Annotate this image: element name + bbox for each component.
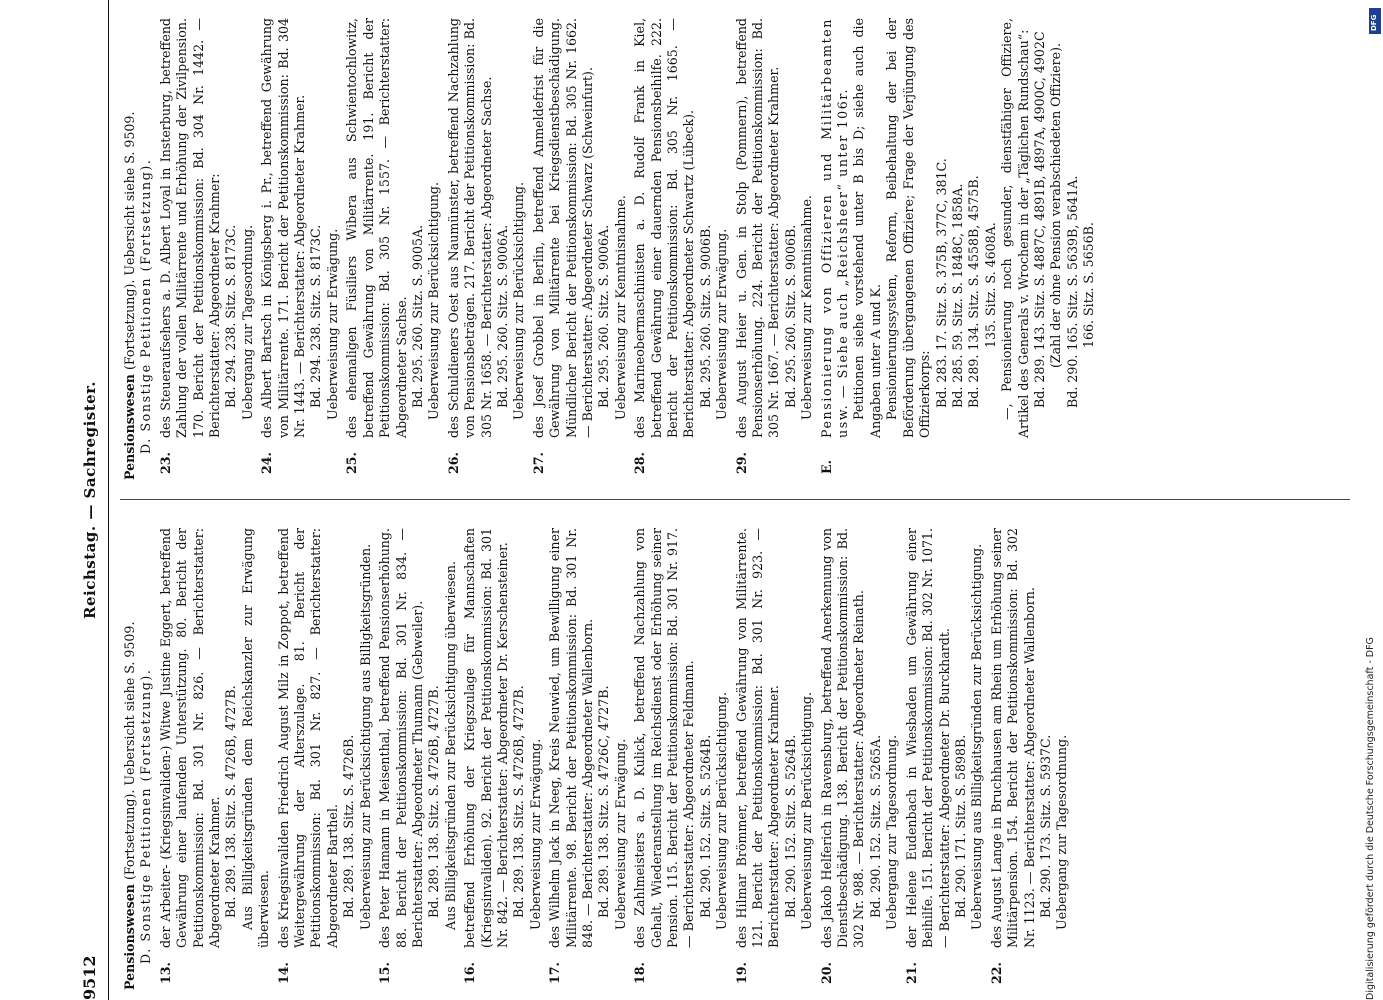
entry-resolution: Ueberweisung zur Kenntnisnahme. — [799, 195, 815, 420]
entry-number: 28. — [632, 452, 648, 474]
ref-note: (Zahl der ohne Pension verabschiedeten Offiziere). — [1048, 43, 1064, 368]
ref-line: 166. Sitz. S. 5656B. — [1081, 222, 1097, 348]
entry-number: 19. — [733, 962, 749, 984]
rotated-page — [80, 0, 1380, 1000]
entry-resolution: Ueberweisung zur Berücksichtigung. — [426, 182, 442, 420]
entry-item — [531, 18, 629, 480]
digitization-note — [1350, 0, 1380, 1000]
entry-text: des Schuldieners Oest aus Naumünster, betreffend Nachzahlung von Pensionsbeträgen. 217. Bericht der Petitionskommission: Bd. 305 Nr. 1658. — Berichterstatter: Abgeordneter Sachse. — [445, 18, 494, 438]
entry-item — [989, 528, 1071, 990]
entry-resolution: Ueberweisung zur Berücksichtigung. — [511, 182, 527, 420]
entry-text: des Kriegsinvaliden Friedrich August Milz in Zoppot, betreffend Weitergewährung der Alterszulage. 81. Bericht der Petitionskommission: Bd. 301 Nr. 827. — Berichterstatter: Abgeordneter Barthel. — [275, 528, 340, 948]
entry-resolution: Aus Billigkeitsgründen zur Berücksichtigung überwiesen. — [442, 561, 458, 930]
entry-reference: Bd. 290. 173. Sitz. S. 5937C. — [1037, 734, 1053, 918]
entry-item — [462, 528, 544, 990]
dfg-logo — [1369, 8, 1381, 34]
ref-line: Bd. 285. 59. Sitz. S. 1848C, 1858A. — [949, 183, 965, 408]
entry-resolution: Ueberweisung zur Berücksichtigung. — [799, 692, 815, 930]
entry-reference: Bd. 295. 260. Sitz. S. 9006B. — [697, 224, 713, 408]
entry-item — [377, 528, 459, 990]
entry-item — [547, 528, 629, 990]
section-e-refs2 — [1032, 18, 1098, 438]
entry-number: 23. — [157, 452, 173, 474]
entry-item — [632, 528, 730, 990]
section-e — [819, 18, 1098, 480]
entry-text: des August Heier u. Gen. in Stolp (Pommern), betreffend Pensionserhöhung. 224. Bericht der Petitionskommission: Bd. 305 Nr. 1667. — Berichterstatter: Abgeordneter Krahmer. — [733, 18, 782, 438]
ref-line: 135. Sitz. S. 4608A. — [982, 222, 998, 348]
entry-text: des August Lange in Bruchhausen am Rhein um Erhöhung seiner Militärpension. 154. Bericht der Petitionskommission: Bd. 302 Nr. 1123. — Berichterstatter: Abgeordneter Wallenborn. — [988, 528, 1037, 948]
entry-text: betreffend Erhöhung der Kriegszulage für Mannschaften (Kriegsinvaliden). 92. Bericht der Petitionskommission: Bd. 301 Nr. 842. — Berichterstatter: Abgeordneter Dr. Kerschensteiner. — [462, 528, 510, 948]
entry-number: 17. — [547, 962, 563, 984]
ref-line: Bd. 290. 165. Sitz. S. 5639B, 5641A. — [1064, 175, 1080, 408]
entry-number: 25. — [344, 452, 360, 474]
entry-resolution: Ueberweisung zur Kenntnisnahme. — [612, 195, 628, 420]
section-heading: Pensionswesen (Fortsetzung). Uebersicht siehe S. 9509. — [122, 621, 137, 990]
entry-text: des Josef Grobbel in Berlin, betreffend Anmeldefrist für die Gewährung von Militärrente bei Kriegsdienstbeschädigung. Mündlicher Bericht der Petitionskommission: Bd. 305 Nr. 1662. — Berichterstatter: Abgeordneter Schwarz (Schweinfurt). — [530, 18, 595, 438]
entry-reference: Bd. 290. 171. Sitz. S. 5898B. — [952, 734, 968, 918]
running-title: Reichstag. — Sachregister. — [81, 381, 99, 619]
entry-reference: Bd. 294. 238. Sitz. S. 8173C. — [223, 224, 239, 408]
entry-text: des Hilmar Brömmer, betreffend Gewährung von Militärrente. 121. Bericht der Petitionskommission: Bd. 301 Nr. 923. — Berichterstatter: Abgeordneter Krahmer. — [733, 528, 782, 948]
left-column — [122, 528, 1071, 990]
section-e-generals: —, Pensionierung noch gesunder, dienstfähiger Offiziere, Artikel des Generals v. Wrochem in der „Täglichen Rundschau“: — [999, 18, 1031, 438]
entry-reference: Bd. 290. 152. Sitz. S. 5265A. — [867, 734, 883, 918]
entry-resolution: Uebergang zur Tagesordnung. — [1054, 734, 1070, 930]
column-divider — [120, 499, 1350, 500]
page-header — [80, 0, 109, 1000]
entry-item — [446, 18, 528, 480]
entry-resolution: Ueberweisung zur Berücksichtigung aus Billigkeitsgründen. — [357, 543, 373, 930]
entry-resolution: Ueberweisung zur Erwägung. — [612, 738, 628, 930]
entry-item — [158, 528, 273, 990]
section-e-petitions: Petitionen siehe vorstehend unter B bis D; siehe auch die Angaben unter A und K. — [851, 18, 883, 438]
section-e-system: Pensionierungssystem, Reform, Beibehaltung der bei der Beförderung übergangenen Offiziere; Frage der Verjüngung des Offizierkorps: — [884, 18, 933, 438]
subsection-heading: D. Sonstige Petitionen (Fortsetzung). — [138, 158, 154, 454]
ref-line: Bd. 289. 143. Sitz. S. 4887C, 4891B, 4897A, 4900C, 4902C — [1031, 31, 1047, 408]
entry-reference: Bd. 289. 138. Sitz. S. 4726B, 4727B. — [511, 685, 527, 918]
entry-reference: Bd. 289. 138. Sitz. S. 4726B, 4727B. — [426, 685, 442, 918]
entry-resolution: Ueberweisung zur Berücksichtigung. — [714, 692, 730, 930]
section-e-title: Pensionierung von Offizieren und Militärbeamten usw. — Siehe auch „Reichsheer“ unter 106r. — [818, 18, 851, 438]
entry-item — [734, 528, 816, 990]
entry-text: des Wilhelm Jack in Neeg, Kreis Neuwied, um Bewilligung einer Militärrente. 98. Bericht der Petitionskommission: Bd. 301 Nr. 848. — Berichterstatter: Abgeordneter Wallenborn. — [547, 528, 595, 948]
entry-text: der Arbeiter- (Kriegsinvaliden-) Witwe Justine Eggert, betreffend Gewährung einer laufenden Unterstützung. 80. Bericht der Petitionskommission: Bd. 301 Nr. 826. — Berichterstatter: Abgeordneter Krahmer. — [157, 528, 223, 948]
digitization-text: Digitalisierung gefördert durch die Deutsche Forschungsgemeinschaft - DFG — [1365, 637, 1376, 1000]
entry-text: des Zahlmeisters a. D. Kulick, betreffend Nachzahlung von Gehalt, Wiederanstellung im Reichsdienst oder Erhöhung seiner Pension. 115. Bericht der Petitionskommission: Bd. 301 Nr. 917. — Berichterstatter: Abgeordneter Feldmann. — [632, 528, 697, 948]
entry-item — [276, 528, 374, 990]
entry-reference: Bd. 295. 260. Sitz. S. 9006A. — [596, 224, 612, 408]
entry-number: 14. — [275, 962, 291, 984]
entry-item — [904, 528, 986, 990]
entry-reference: Bd. 295. 260. Sitz. S. 9006A. — [494, 224, 510, 408]
entry-text: des Peter Hamann in Meisenthal, betreffend Pensionserhöhung. 88. Bericht der Petitionskommission: Bd. 301 Nr. 834. — Berichterstatter: Abgeordneter Thumann (Gebweiler). — [377, 528, 425, 948]
entry-number: 20. — [818, 962, 834, 984]
entry-reference: Bd. 295. 260. Sitz. S. 9006B. — [782, 224, 798, 408]
section-e-refs — [934, 18, 1000, 438]
entry-text: des Steueraufsehers a. D. Albert Loyal in Insterburg, betreffend Zahlung der vollen Militärrente und Erhöhung der Zivilpension. 170. Bericht der Petitionskommission: Bd. 304 Nr. 1442. — Berichterstatter: Abgeordneter Krahmer: — [157, 18, 223, 438]
section-heading: Pensionswesen (Fortsetzung). Uebersicht siehe S. 9509. — [122, 111, 137, 480]
entry-number: 15. — [377, 962, 393, 984]
entry-number: 24. — [259, 452, 275, 474]
left-entries — [158, 528, 1071, 990]
ref-line: Bd. 289. 134. Sitz. S. 4558B, 4575B. — [966, 175, 982, 408]
entry-resolution: Uebergang zur Tagesordnung. — [884, 734, 900, 930]
entry-item — [819, 528, 901, 990]
entry-resolution: Ueberweisung aus Billigkeitsgründen zur Berücksichtigung. — [969, 543, 985, 930]
entry-number: 13. — [157, 962, 173, 984]
entry-reference: Bd. 294. 238. Sitz. S. 8173C. — [308, 224, 324, 408]
entry-number: 29. — [733, 452, 749, 474]
entry-reference: Bd. 295. 260. Sitz. S. 9005A. — [409, 224, 425, 408]
entry-reference: Bd. 289. 138. Sitz. S. 4726B, 4727B. — [223, 685, 239, 918]
entry-reference: Bd. 290. 152. Sitz. S. 5264B. — [782, 734, 798, 918]
page-number: 9512 — [80, 955, 99, 1000]
right-entries — [158, 18, 816, 480]
entry-number: 16. — [462, 962, 478, 984]
entry-text: des Jakob Helferich in Ravensburg, betreffend Anerkennung von Dienstbeschädigung. 138. Bericht der Petitionskommission: Bd. 302 Nr. 988. — Berichterstatter: Abgeordneter Reinath. — [818, 528, 867, 948]
entry-number: 27. — [530, 452, 546, 474]
entry-item — [734, 18, 816, 480]
dfg-label: DFG — [1370, 14, 1378, 31]
entry-number: 26. — [445, 452, 461, 474]
section-letter: E. — [818, 460, 834, 474]
entry-text: des Marineobermaschinisten a. D. Rudolf Frank in Kiel, betreffend Gewährung einer dauernden Pensionsbeihilfe. 222. Bericht der Petitionskommission: Bd. 305 Nr. 1665. — Berichterstatter: Abgeordneter Schwartz (Lübeck). — [632, 18, 697, 438]
entry-number: 22. — [988, 962, 1004, 984]
entry-text: der Helene Eudenbach in Wiesbaden um Gewährung einer Beihilfe. 151. Bericht der Petitionskommission: Bd. 302 Nr. 1071. — Berichterstatter: Abgeordneter Dr. Burckhardt. — [903, 528, 952, 948]
entry-number: 18. — [632, 962, 648, 984]
entry-reference: Bd. 290. 152. Sitz. S. 5264B. — [697, 734, 713, 918]
entry-text: des Albert Bartsch in Königsberg i. Pr., betreffend Gewährung von Militärrente. 171. Bericht der Petitionskommission: Bd. 304 Nr. 1443. — Berichterstatter: Abgeordneter Krahmer. — [259, 18, 308, 438]
entry-resolution: Ueberweisung zur Erwägung. — [324, 228, 340, 420]
entry-item — [632, 18, 730, 480]
entry-text: des ehemaligen Füsiliers Wibera aus Schwientochlowitz, betreffend Gewährung von Militärrente. 191. Bericht der Petitionskommission: Bd. 305 Nr. 1557. — Berichterstatter: Abgeordneter Sachse. — [344, 18, 409, 438]
entry-reference: Bd. 289. 138. Sitz. S. 4726B. — [341, 734, 357, 918]
entry-item — [344, 18, 442, 480]
entry-number: 21. — [903, 962, 919, 984]
entry-resolution: Ueberweisung zur Erwägung. — [714, 228, 730, 420]
entry-reference: Bd. 289. 138. Sitz. S. 4726C, 4727B. — [596, 685, 612, 918]
entry-resolution: Uebergang zur Tagesordnung. — [239, 224, 255, 420]
entry-resolution: Ueberweisung zur Erwägung. — [527, 738, 543, 930]
entry-item — [158, 18, 256, 480]
subsection-heading: D. Sonstige Petitionen (Fortsetzung). — [138, 668, 154, 964]
right-column — [122, 18, 1098, 480]
entry-resolution: Aus Billigkeitsgründen dem Reichskanzler zur Erwägung überwiesen. — [239, 528, 272, 948]
entry-item — [259, 18, 341, 480]
ref-line: Bd. 283. 17. Sitz. S. 375B, 377C, 381C. — [933, 158, 949, 408]
